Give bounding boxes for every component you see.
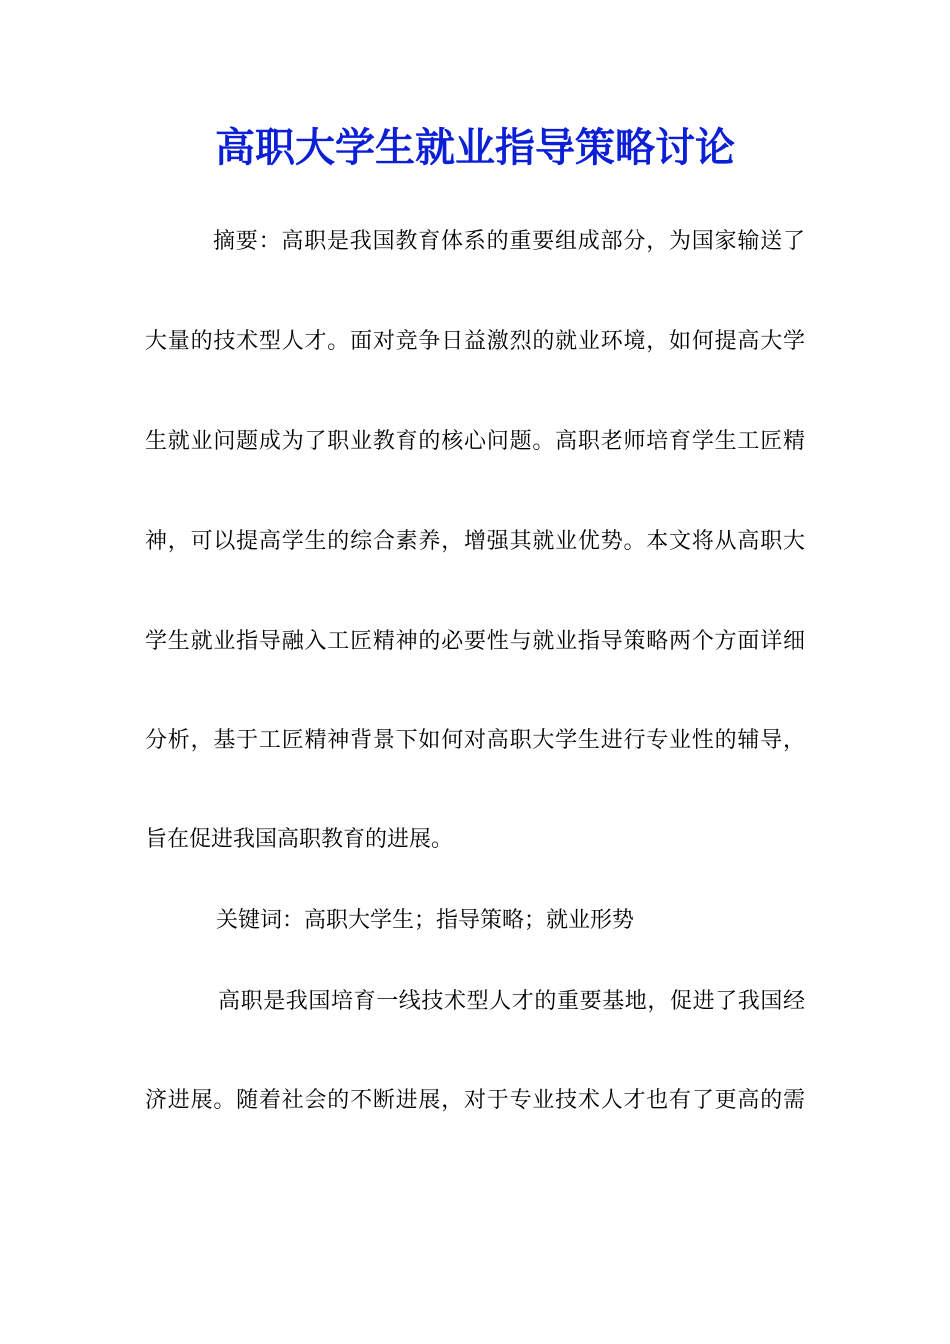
document-title: 高职大学生就业指导策略讨论 xyxy=(215,124,735,171)
keywords-line: 关键词：高职大学生；指导策略；就业形势 xyxy=(216,908,635,933)
body-line: 高职是我国培育一线技术型人才的重要基地，促进了我国经 xyxy=(218,989,805,1014)
abstract-line: 大量的技术型人才。面对竞争日益激烈的就业环境，如何提高大学 xyxy=(145,329,805,354)
abstract-line: 学生就业指导融入工匠精神的必要性与就业指导策略两个方面详细 xyxy=(145,629,805,654)
abstract-line: 生就业问题成为了职业教育的核心问题。高职老师培育学生工匠精 xyxy=(145,429,805,454)
abstract-line: 神，可以提高学生的综合素养，增强其就业优势。本文将从高职大 xyxy=(145,529,805,554)
body-line: 济进展。随着社会的不断进展，对于专业技术人才也有了更高的需 xyxy=(145,1088,805,1113)
abstract-line: 分析，基于工匠精神背景下如何对高职大学生进行专业性的辅导， xyxy=(145,728,805,753)
abstract-line: 旨在促进我国高职教育的进展。 xyxy=(145,827,454,852)
abstract-line: 摘要：高职是我国教育体系的重要组成部分，为国家输送了 xyxy=(213,229,805,254)
